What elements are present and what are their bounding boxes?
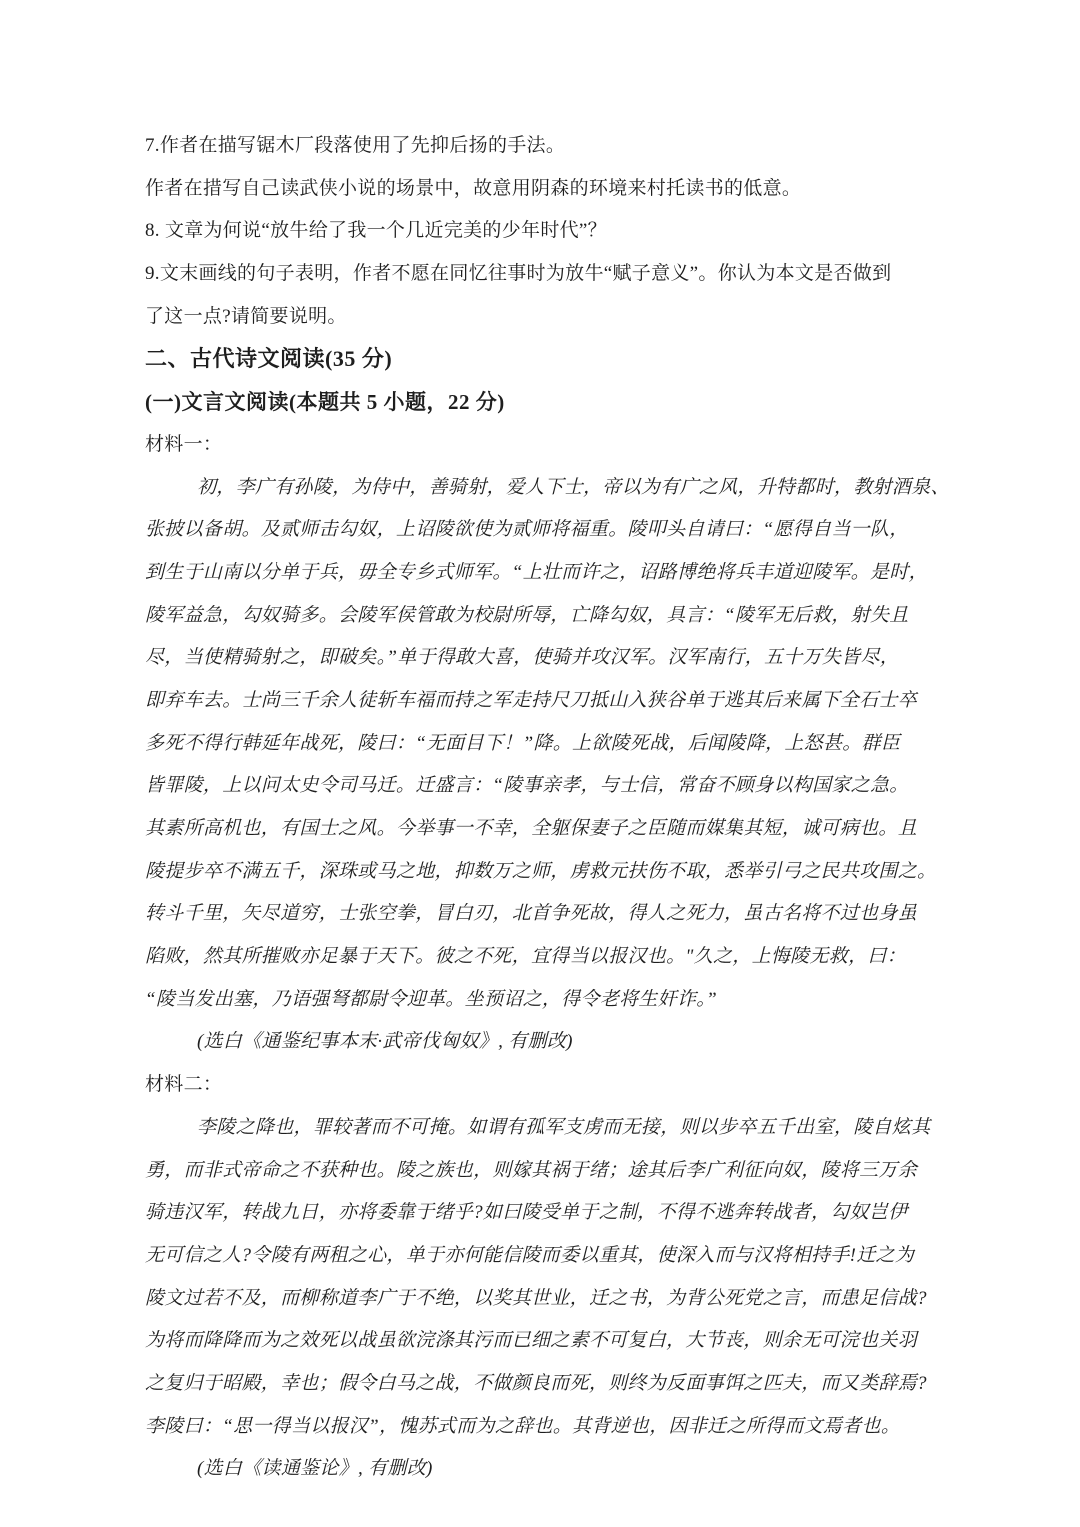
material1-line: 到生于山南以分单于兵，毋全专乡式师军。“上壮而许之，诏路博绝将兵丰道迎陵军。是时， [145, 561, 928, 583]
material1-line: 皆罪陵，上以问太史令司马迁。迁盛言：“陵事亲孝，与士信，常奋不顾身以构国家之急。 [145, 775, 909, 797]
material2-line: 李陵之降也，罪较著而不可掩。如谓有孤军支虏而无接，则以步卒五千出室，陵自炫其 [197, 1116, 931, 1138]
material1-line: 陵军益急，勾奴骑多。会陵军侯管敢为校尉所辱，亡降勾奴，具言：“陵军无后救，射失且 [145, 604, 909, 626]
material2-source: (选白《读通鉴论》, 有删改) [197, 1458, 433, 1480]
material1-line: 尽，当使精骑射之，即破矣。”单于得敢大喜，使骑并攻汉军。汉军南行，五十万失皆尽， [145, 647, 900, 669]
question-7-line-2: 作者在措写自己读武侠小说的场景中，故意用阴森的环境来村托读书的低意。 [145, 177, 802, 199]
material1-line: 张披以备胡。及贰师击勾奴，上诏陵欲使为贰师将福重。陵叩头自请曰：“愿得自当一队， [145, 519, 909, 541]
material1-line: 初，李广有孙陵，为侍中，善骑射，爱人下士，帝以为有广之风，升特都时，教射酒泉、 [197, 476, 950, 498]
subsection-title: (一)文言文阅读(本题共 5 小题，22 分) [145, 390, 505, 415]
material1-source: (选白《通鉴纪事本末·武帝伐匈奴》, 有删改) [197, 1031, 573, 1053]
material2-line: 勇，而非式帝命之不获种也。陵之族也，则嫁其祸于绪；途其后李广利征向奴，陵将三万余 [145, 1159, 918, 1181]
material1-line: 陵提步卒不满五千，深珠或马之地，抑数万之师，虏救元扶伤不取，悉举引弓之民共攻围之。 [145, 860, 937, 882]
material1-line: 其素所高机也，有国士之风。今举事一不幸，全躯保妻子之臣随而媒集其短，诚可病也。且 [145, 818, 918, 839]
question-8: 8. 文章为何说“放牛给了我一个几近完美的少年时代”？ [145, 220, 607, 242]
material1-line: “陵当发出塞，乃语强弩都尉令迎革。坐预诏之，得令老将生奸诈。” [145, 988, 717, 1010]
material1-label: 材料一： [145, 433, 223, 455]
material2-line: 骑违汉军，转战九日，亦将委靠于绪乎?如曰陵受单于之制，不得不逃奔转战者，勾奴岂伊 [145, 1202, 908, 1224]
material1-line: 转斗千里，矢尽道穷，士张空拳，冒白刃，北首争死故，得人之死力，虽古名将不过也身虽 [145, 903, 918, 925]
material1-line: 多死不得行韩延年战死，陵曰：“无面目下！”降。上欲陵死战，后闻陵降，上怒甚。群臣 [145, 732, 901, 754]
question-9-line-1: 9.文末画线的句子表明，作者不愿在同忆往事时为放牛“赋子意义”。你认为本文是否做到 [145, 263, 892, 285]
material2-label: 材料二： [145, 1074, 223, 1096]
material2-line: 为将而降降而为之效死以战虽欲浣涤其污而已细之素不可复白，大节丧，则余无可浣也关羽 [145, 1330, 918, 1352]
material2-line: 无可信之人?令陵有两租之心，单于亦何能信陵而委以重其，使深入而与汉将相持手!迁之为 [145, 1244, 915, 1266]
material2-line: 陵文过若不及，而柳称道李广于不绝，以奖其世业，迁之书，为背公死党之言，而患足信战? [145, 1287, 927, 1309]
section-title: 二、古代诗文阅读(35 分) [145, 346, 393, 372]
question-7-line-1: 7.作者在描写锯木厂段落使用了先抑后扬的手法。 [145, 135, 566, 156]
material2-line: 李陵曰：“思一得当以报汉”，愧苏式而为之辞也。其背逆也，因非迁之所得而文焉者也。 [145, 1415, 901, 1437]
material1-line: 即弃车去。士尚三千余人徒斩车福而持之军走持尺刀抵山入狭谷单于逃其后来属下全石士卒 [145, 689, 918, 711]
material2-line: 之复归于昭殿，幸也；假令白马之战，不做颜良而死，则终为反面事饵之匹夫，而又类辞焉? [145, 1372, 927, 1394]
material1-line: 陷败，然其所摧败亦足暴于天下。彼之不死，宜得当以报汉也。"久之，上悔陵无救，曰： [145, 946, 906, 968]
question-9-line-2: 了这一点?请简要说明。 [145, 305, 347, 327]
